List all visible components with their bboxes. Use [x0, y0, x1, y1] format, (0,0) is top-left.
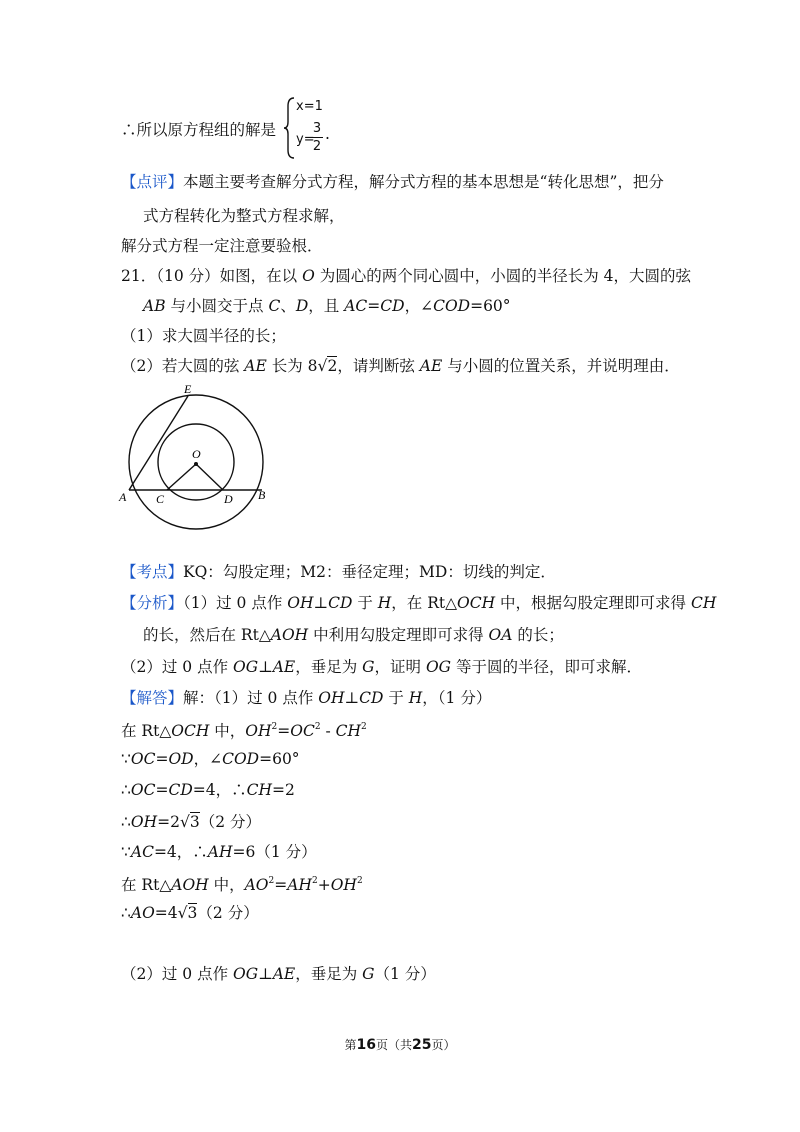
var-ch: CH: [690, 594, 717, 612]
text: 中，: [208, 876, 245, 895]
label-d: D: [224, 492, 233, 506]
system-x-equation: x=1: [296, 99, 323, 114]
var-oa: OA: [488, 626, 513, 644]
text: ∵: [121, 750, 131, 768]
text: 与小圆的位置关系，并说明理由．: [442, 357, 680, 375]
radicand: 3: [189, 813, 200, 831]
text: 第: [344, 1038, 357, 1052]
var-oh: OH: [318, 689, 345, 707]
text: ，请判断弦: [337, 357, 420, 375]
var-ac: AC: [130, 843, 154, 861]
text: 、: [280, 297, 296, 315]
answer-line-3: [121, 749, 300, 769]
page-number: 16: [356, 1037, 376, 1053]
sqrt-symbol: √3: [179, 813, 200, 831]
solution-line: [121, 120, 276, 140]
text: =2: [157, 813, 180, 831]
text: （2）若大圆的弦: [121, 357, 245, 375]
text: 的长，然后在 Rt△: [143, 626, 271, 644]
exponent: 2: [314, 722, 321, 732]
label-c: C: [156, 492, 165, 506]
text: ⊥: [258, 658, 273, 676]
var-oh: OH: [130, 813, 158, 831]
text: +: [317, 876, 331, 895]
text: ，（1 分）: [422, 689, 492, 707]
text: 中利用勾股定理即可求得: [308, 626, 489, 644]
label-o: O: [192, 447, 201, 461]
text: 为圆心的两个同心圆中，小圆的半径长为 4，大圆的弦: [314, 267, 691, 285]
exponent: 2: [356, 876, 363, 886]
exponent: 2: [268, 876, 275, 886]
var-oh: OH: [330, 876, 357, 895]
text: =2: [272, 781, 295, 799]
comment-line-3: 解分式方程一定注意要验根．: [121, 237, 323, 255]
var-g: G: [362, 965, 375, 983]
text: ⊥: [313, 594, 329, 612]
var-og: OG: [233, 965, 259, 983]
center-point: [194, 462, 198, 466]
chord-ae: [129, 396, 188, 490]
answer-line-6: [121, 842, 317, 862]
comment-text: 本题主要考查解分式方程，解分式方程的基本思想是“转化思想”，把分: [183, 173, 664, 191]
var-cod: COD: [222, 750, 260, 768]
radicand: 2: [327, 357, 338, 375]
text: 长为: [266, 357, 308, 375]
var-oh: OH: [245, 722, 272, 741]
text: ，垂足为: [295, 658, 363, 676]
comment-tag: 【点评】: [121, 173, 184, 191]
text: ⊥: [344, 689, 360, 707]
key-points-tag: 【考点】: [121, 563, 184, 581]
text: （2）过 0 点作: [121, 965, 234, 983]
question-2: [121, 356, 680, 376]
text: =60°: [259, 750, 300, 768]
text: =: [155, 750, 169, 768]
var-ae: AE: [272, 965, 296, 983]
text: 页（共: [375, 1038, 412, 1052]
var-o: O: [302, 267, 315, 285]
var-och: OCH: [171, 722, 210, 741]
text: =: [155, 781, 169, 799]
text: 在 Rt△: [121, 722, 172, 741]
text: 解：（1）过 0 点作: [183, 689, 319, 707]
page-footer: [0, 1036, 800, 1053]
text: ∴: [121, 813, 131, 831]
text: （1）过 0 点作: [183, 594, 288, 612]
text: =4，∴: [192, 781, 247, 799]
var-cd: CD: [380, 297, 405, 315]
text: 与小圆交于点: [165, 297, 269, 315]
key-points-line: [121, 562, 556, 582]
answer-line-2: [121, 718, 367, 741]
fraction-numerator: 3: [312, 121, 322, 136]
analysis-line-3: [121, 657, 642, 677]
var-ah: AH: [287, 876, 312, 895]
var-oh: OH: [287, 594, 314, 612]
text: ∴: [121, 781, 131, 799]
radicand: 3: [187, 904, 198, 922]
text: =: [367, 297, 381, 315]
var-ch: CH: [246, 781, 272, 799]
text: ，证明: [374, 658, 426, 676]
exponent: 2: [361, 722, 367, 732]
text: 于: [383, 689, 409, 707]
var-ac: AC: [344, 297, 368, 315]
var-ab: AB: [143, 297, 166, 315]
var-ao: AO: [244, 876, 269, 895]
text: =6（1 分）: [232, 843, 317, 861]
text: （1 分）: [374, 965, 436, 983]
text: 等于圆的半径，即可求解．: [451, 658, 642, 676]
text: =: [274, 876, 288, 895]
var-h: H: [377, 594, 392, 612]
var-ao: AO: [130, 904, 155, 922]
var-d: D: [295, 297, 309, 315]
segment-oc: [167, 464, 196, 490]
var-oc: OC: [290, 722, 315, 741]
comment-line-1: [121, 172, 664, 192]
answer-line-5: [121, 812, 261, 832]
var-ah: AH: [207, 843, 233, 861]
text: ∵: [121, 843, 131, 861]
sqrt-symbol: √3: [177, 904, 198, 922]
solution-period: .: [325, 125, 330, 143]
text: 在 Rt△: [121, 876, 172, 895]
text: -: [320, 722, 336, 741]
fraction-three-halves: [311, 121, 323, 154]
answer-line-7: [121, 872, 363, 895]
text: 21．（10 分）如图，在以: [121, 267, 303, 285]
var-cd: CD: [328, 594, 353, 612]
var-ch: CH: [335, 722, 362, 741]
text: （2 分）: [199, 813, 262, 831]
exponent: 2: [311, 876, 318, 886]
text: 页）: [431, 1038, 456, 1052]
var-ae: AE: [272, 658, 296, 676]
text: 的长；: [512, 626, 564, 644]
text: =60°: [470, 297, 511, 315]
text: =: [277, 722, 291, 741]
analysis-line-2: [143, 625, 564, 645]
text: 于: [352, 594, 378, 612]
var-oc: OC: [130, 781, 156, 799]
text: =4，∴: [153, 843, 208, 861]
text: 中，根据勾股定理即可求得: [495, 594, 691, 612]
concentric-circles-figure: [110, 380, 290, 540]
answer-line-9: [121, 964, 436, 984]
var-aoh: AOH: [171, 876, 209, 895]
system-y-equation: y=: [296, 132, 315, 147]
text: =4: [154, 904, 178, 922]
var-ae: AE: [419, 357, 443, 375]
var-og: OG: [233, 658, 259, 676]
system-brace: [283, 96, 297, 160]
var-aoh: AOH: [270, 626, 309, 644]
var-cod: COD: [433, 297, 471, 315]
text: ，在 Rt△: [391, 594, 458, 612]
text: ，∠: [193, 750, 223, 768]
page-total: 25: [412, 1037, 432, 1053]
segment-od: [196, 464, 223, 490]
var-h: H: [408, 689, 423, 707]
solution-text: ∴所以原方程组的解是: [121, 121, 277, 139]
fraction-denominator: 2: [312, 139, 322, 154]
answer-line-8: [121, 903, 259, 923]
answer-line-1: [121, 688, 491, 708]
problem-21-line-1: [121, 266, 691, 286]
var-c: C: [268, 297, 281, 315]
text: （2 分）: [197, 904, 259, 922]
text: ，垂足为: [295, 965, 363, 983]
text: （2）过 0 点作: [121, 658, 234, 676]
key-points-text: KQ：勾股定理；M2：垂径定理；MD：切线的判定．: [183, 563, 556, 581]
var-cd: CD: [168, 781, 193, 799]
var-g: G: [362, 658, 375, 676]
num: 8: [307, 357, 318, 375]
text: ，∠: [404, 297, 434, 315]
var-og: OG: [425, 658, 452, 676]
text: ，且: [308, 297, 345, 315]
answer-line-4: [121, 780, 295, 800]
sqrt-symbol: √2: [317, 357, 338, 375]
label-b: B: [258, 488, 266, 502]
label-e: E: [184, 382, 192, 396]
answer-tag: 【解答】: [121, 689, 184, 707]
label-a: A: [119, 490, 127, 504]
analysis-line-1: [121, 593, 716, 613]
var-oc: OC: [130, 750, 156, 768]
text: ⊥: [258, 965, 273, 983]
var-och: OCH: [457, 594, 496, 612]
problem-21-line-2: [143, 296, 511, 316]
var-cd: CD: [359, 689, 384, 707]
question-1: （1）求大圆半径的长；: [121, 327, 286, 345]
comment-line-2: 式方程转化为整式方程求解，: [143, 207, 345, 225]
analysis-tag: 【分析】: [121, 594, 184, 612]
var-od: OD: [168, 750, 194, 768]
text: 中，: [209, 722, 246, 741]
exponent: 2: [271, 722, 278, 732]
text: ∴: [121, 904, 131, 922]
var-ae: AE: [244, 357, 267, 375]
